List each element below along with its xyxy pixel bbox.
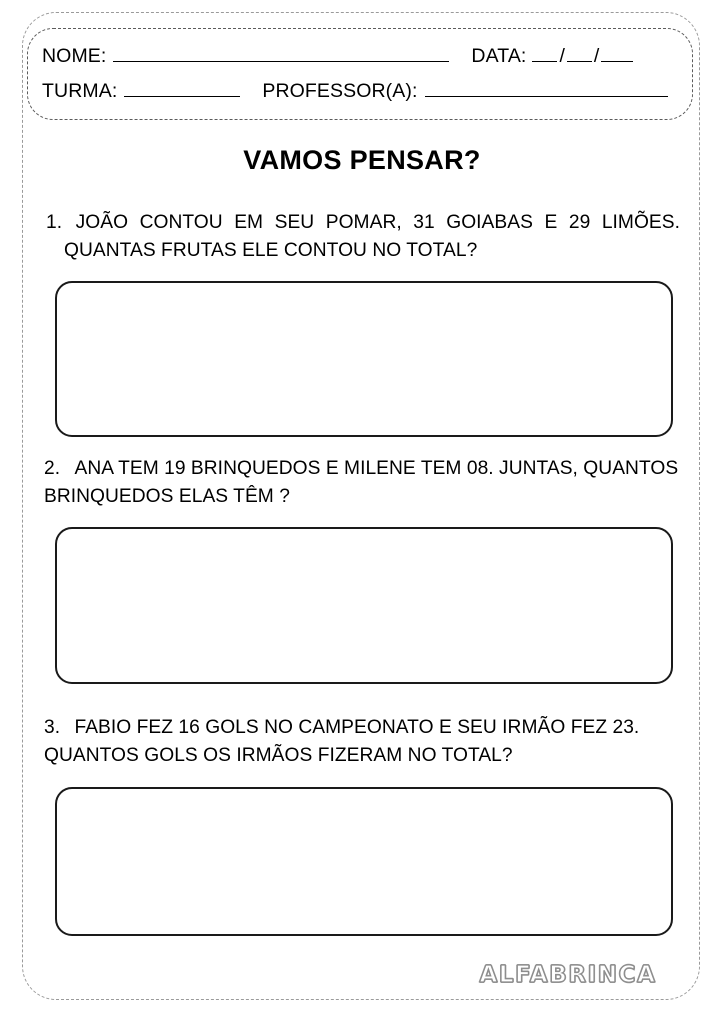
professor-input-line[interactable]	[425, 83, 668, 97]
question-2-text-1: ANA TEM 19 BRINQUEDOS E MILENE TEM 08. JUNTAS, QUANTOS	[74, 458, 679, 479]
question-1-line-2: QUANTAS FRUTAS ELE CONTOU NO TOTAL?	[64, 240, 478, 262]
question-1-word: CONTOU	[139, 212, 223, 233]
question-1-word: 31	[413, 212, 435, 233]
question-1-word: LIMÕES.	[601, 212, 680, 233]
nome-label: NOME:	[42, 45, 107, 67]
question-1-word: 29	[568, 212, 591, 233]
question-1-number: 1.	[46, 212, 63, 233]
question-1-word: POMAR,	[325, 212, 402, 233]
date-separator-1: /	[559, 45, 565, 67]
turma-input-line[interactable]	[124, 83, 240, 97]
date-day-slot[interactable]	[532, 48, 557, 62]
professor-label: PROFESSOR(A):	[262, 80, 418, 102]
data-label: DATA:	[471, 45, 527, 67]
question-3	[44, 714, 680, 771]
student-info-box	[27, 28, 693, 120]
data-input-field[interactable]	[532, 45, 633, 68]
alfabrinca-watermark: ALFABRINCA	[479, 962, 657, 988]
question-3-text-1: FABIO FEZ 16 GOLS NO CAMPEONATO E SEU IRMÃO FEZ 23.	[74, 717, 640, 738]
question-1-word: E	[544, 212, 558, 233]
question-2-line-2: BRINQUEDOS ELAS TÊM ?	[44, 486, 290, 508]
question-1-word: JOÃO	[75, 212, 129, 233]
question-2-number: 2.	[44, 458, 61, 479]
question-3-line-2: QUANTOS GOLS OS IRMÃOS FIZERAM NO TOTAL?	[44, 745, 513, 767]
nome-input-line[interactable]	[113, 48, 449, 62]
date-year-slot[interactable]	[601, 48, 633, 62]
question-1-word: SEU	[274, 212, 315, 233]
header-row-class-teacher	[28, 82, 692, 112]
question-2	[44, 455, 680, 512]
question-3-number: 3.	[44, 717, 61, 738]
question-3-line-1	[44, 714, 680, 742]
answer-box-1[interactable]	[55, 281, 673, 437]
answer-box-3[interactable]	[55, 787, 673, 936]
turma-label: TURMA:	[42, 80, 118, 102]
question-1-word: GOIABAS	[446, 212, 533, 233]
question-1	[46, 209, 680, 266]
page-title: VAMOS PENSAR?	[243, 145, 481, 175]
answer-box-2[interactable]	[55, 527, 673, 684]
date-month-slot[interactable]	[567, 48, 592, 62]
date-separator-2: /	[593, 45, 600, 67]
question-1-word: EM	[234, 212, 264, 233]
question-1-line-1	[46, 209, 680, 237]
header-row-name-date	[28, 45, 692, 75]
question-2-line-1	[44, 455, 680, 483]
